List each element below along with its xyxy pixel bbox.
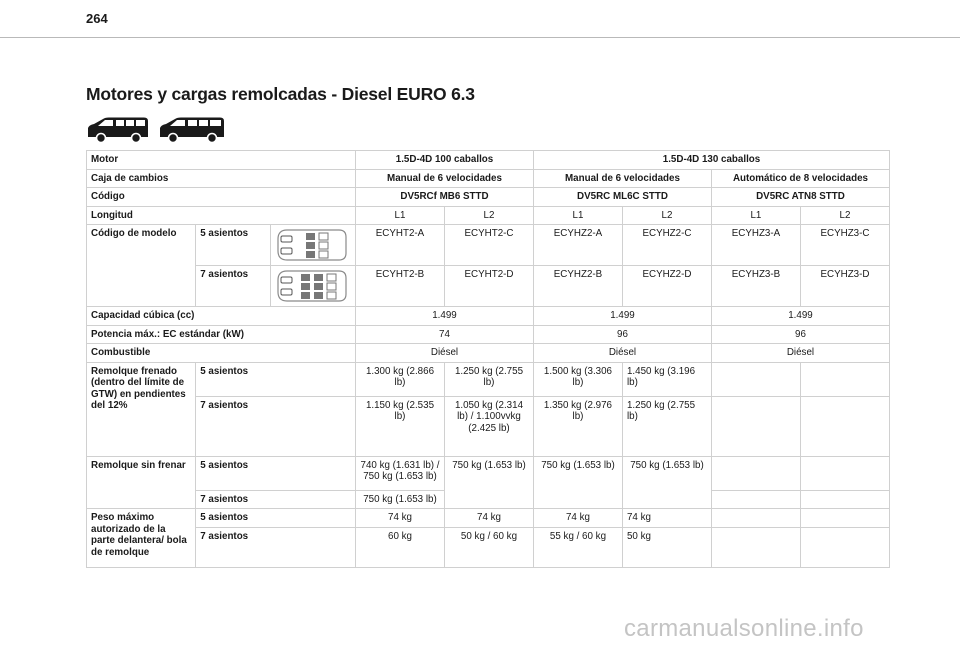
model-code-cell: ECYHZ2-A [533,225,622,266]
gearbox-cell: Manual de 6 velocidades [356,169,534,188]
unbraked-trailer-cell: 740 kg (1.631 lb) / 750 kg (1.653 lb) [356,456,445,490]
row-motor [87,151,890,170]
length-cell: L1 [711,206,800,225]
capacity-cell: 1.499 [711,307,889,326]
empty-cell [711,509,800,528]
empty-cell [800,362,889,396]
row-label: Código [87,188,356,207]
length-cell: L1 [533,206,622,225]
row-fuel [87,344,890,363]
row-label: Remolque frenado (dentro del límite de GTW) en pendientes del 12% [87,362,196,456]
row-label: Combustible [87,344,356,363]
braked-trailer-cell: 1.250 kg (2.755 lb) [444,362,533,396]
fuel-cell: Diésel [533,344,711,363]
braked-trailer-cell: 1.150 kg (2.535 lb) [356,396,445,456]
row-label: Motor [87,151,356,170]
seats-label: 5 asientos [196,362,356,396]
seat-layout-7-cell [271,266,356,307]
engine-code-cell: DV5RC ATN8 STTD [711,188,889,207]
engine-code-cell: DV5RCf MB6 STTD [356,188,534,207]
row-length [87,206,890,225]
front-weight-cell: 50 kg [622,527,711,567]
row-label: Caja de cambios [87,169,356,188]
row-label: Peso máximo autorizado de la parte delantera/ bola de remolque [87,509,196,568]
empty-cell [711,456,800,490]
empty-cell [800,490,889,509]
braked-trailer-cell: 1.250 kg (2.755 lb) [622,396,711,456]
front-weight-cell: 60 kg [356,527,445,567]
length-cell: L2 [622,206,711,225]
power-cell: 74 [356,325,534,344]
row-front-weight-7 [87,527,890,567]
unbraked-trailer-cell: 750 kg (1.653 lb) [622,456,711,509]
seats-label: 7 asientos [196,396,356,456]
model-code-cell: ECYHZ3-C [800,225,889,266]
front-weight-cell: 74 kg [444,509,533,528]
page-title: Motores y cargas remolcadas - Diesel EURO 6.3 [86,84,475,104]
model-code-cell: ECYHZ2-C [622,225,711,266]
seats-label: 7 asientos [196,527,356,567]
model-code-cell: ECYHZ2-D [622,266,711,307]
row-capacity [87,307,890,326]
row-label: Remolque sin frenar [87,456,196,509]
empty-cell [711,527,800,567]
front-weight-cell: 74 kg [622,509,711,528]
model-code-cell: ECYHZ2-B [533,266,622,307]
row-power [87,325,890,344]
engine-100-header: 1.5D-4D 100 caballos [356,151,534,170]
row-unbraked-trailer-5 [87,456,890,490]
row-model-code-5 [87,225,890,266]
braked-trailer-cell: 1.050 kg (2.314 lb) / 1.100vvkg (2.425 lb) [444,396,533,456]
empty-cell [800,456,889,490]
front-weight-cell: 50 kg / 60 kg [444,527,533,567]
specification-table [86,150,890,568]
empty-cell [711,362,800,396]
van-icons [86,115,226,143]
capacity-cell: 1.499 [533,307,711,326]
seats-label: 5 asientos [196,456,356,490]
van-icon [160,118,224,143]
seats-label: 5 asientos [196,509,356,528]
seats-label: 5 asientos [196,225,271,266]
empty-cell [800,396,889,456]
model-code-cell: ECYHT2-B [356,266,445,307]
row-label: Potencia máx.: EC estándar (kW) [87,325,356,344]
model-code-cell: ECYHT2-D [444,266,533,307]
model-code-cell: ECYHZ3-B [711,266,800,307]
gearbox-cell: Manual de 6 velocidades [533,169,711,188]
engine-code-cell: DV5RC ML6C STTD [533,188,711,207]
row-front-weight-5 [87,509,890,528]
seats-label: 7 asientos [196,490,356,509]
power-cell: 96 [533,325,711,344]
row-braked-trailer-5 [87,362,890,396]
empty-cell [711,396,800,456]
seat-layout-5-cell [271,225,356,266]
braked-trailer-cell: 1.500 kg (3.306 lb) [533,362,622,396]
row-code [87,188,890,207]
row-label: Código de modelo [87,225,196,307]
front-weight-cell: 55 kg / 60 kg [533,527,622,567]
empty-cell [800,527,889,567]
engine-130-header: 1.5D-4D 130 caballos [533,151,889,170]
watermark: carmanualsonline.info [624,615,864,642]
van-icon [88,118,148,143]
braked-trailer-cell: 1.350 kg (2.976 lb) [533,396,622,456]
front-weight-cell: 74 kg [533,509,622,528]
braked-trailer-cell: 1.300 kg (2.866 lb) [356,362,445,396]
front-weight-cell: 74 kg [356,509,445,528]
empty-cell [711,490,800,509]
row-model-code-7 [87,266,890,307]
seat-layout-5-icon [275,227,349,263]
fuel-cell: Diésel [356,344,534,363]
capacity-cell: 1.499 [356,307,534,326]
seats-label: 7 asientos [196,266,271,307]
length-cell: L1 [356,206,445,225]
row-braked-trailer-7 [87,396,890,456]
row-label: Capacidad cúbica (cc) [87,307,356,326]
model-code-cell: ECYHZ3-A [711,225,800,266]
seat-layout-7-icon [275,268,349,304]
model-code-cell: ECYHT2-A [356,225,445,266]
unbraked-trailer-cell: 750 kg (1.653 lb) [533,456,622,509]
length-cell: L2 [800,206,889,225]
top-divider [0,37,960,38]
row-gearbox [87,169,890,188]
unbraked-trailer-cell: 750 kg (1.653 lb) [356,490,445,509]
power-cell: 96 [711,325,889,344]
empty-cell [800,509,889,528]
unbraked-trailer-cell: 750 kg (1.653 lb) [444,456,533,509]
fuel-cell: Diésel [711,344,889,363]
model-code-cell: ECYHZ3-D [800,266,889,307]
model-code-cell: ECYHT2-C [444,225,533,266]
row-label: Longitud [87,206,356,225]
length-cell: L2 [444,206,533,225]
gearbox-cell: Automático de 8 velocidades [711,169,889,188]
braked-trailer-cell: 1.450 kg (3.196 lb) [622,362,711,396]
page-number: 264 [86,11,108,26]
